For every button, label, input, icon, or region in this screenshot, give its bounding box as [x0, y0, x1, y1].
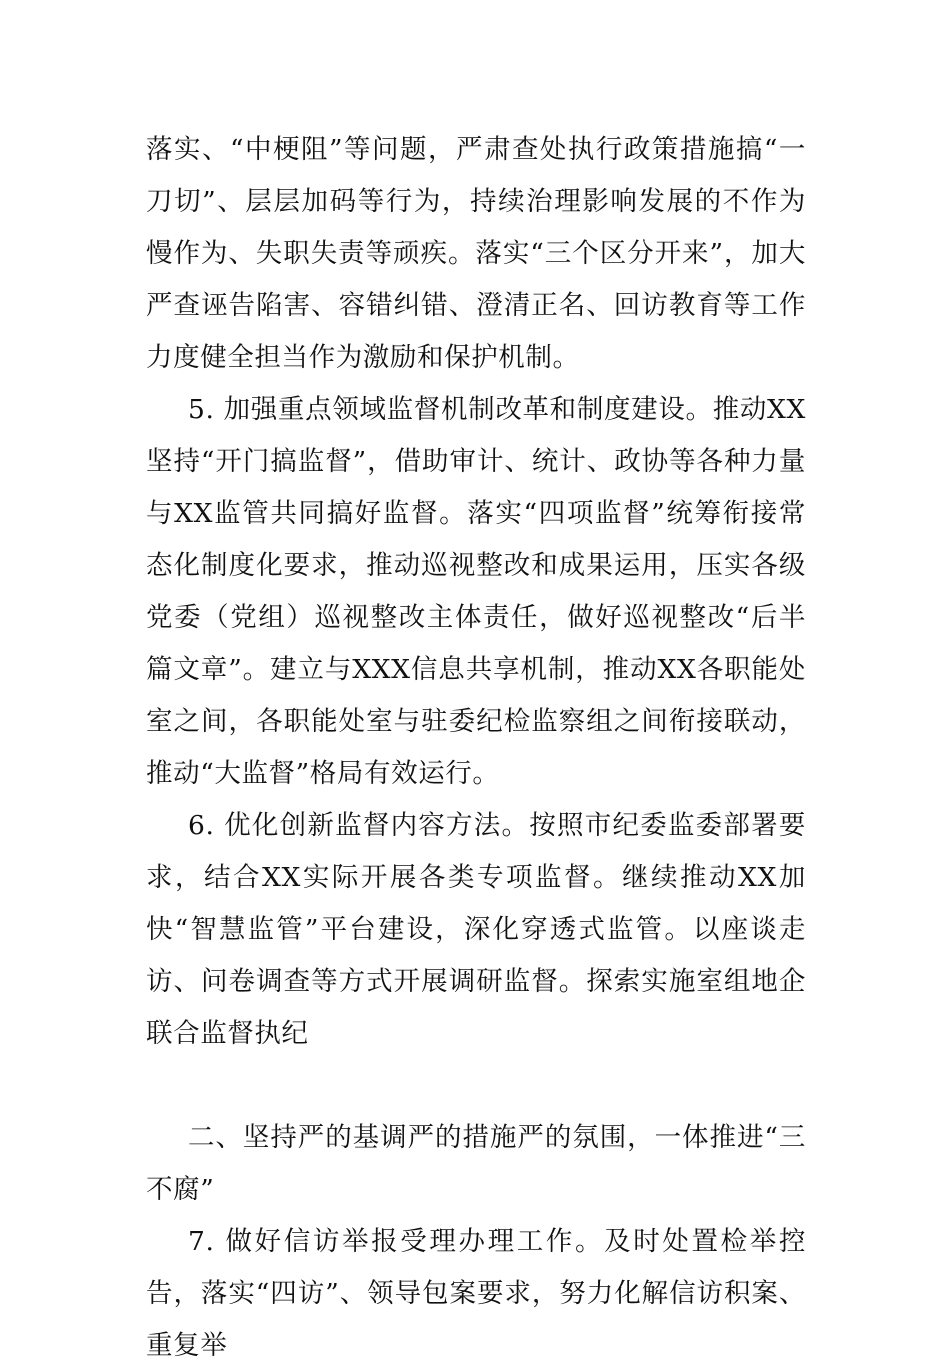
section-spacer: [146, 1060, 806, 1112]
paragraph-item-5: 5. 加强重点领域监督机制改革和制度建设。推动XX坚持“开门搞监督”，借助审计、统计、政协等各种力量与XX监管共同搞好监督。落实“四项监督”统筹衔接常态化制度化要求，推动巡视整改和成果运用，压实各级党委（党组）巡视整改主体责任，做好巡视整改“后半篇文章”。建立与XXX信息共享机制，推动XX各职能处室之间，各职能处室与驻委纪检监察组之间衔接联动，推动“大监督”格局有效运行。: [146, 394, 806, 789]
section-heading-2: 二、坚持严的基调严的措施严的氛围，一体推进“三不腐”: [146, 1122, 806, 1205]
paragraph-continuation: 落实、“中梗阻”等问题，严肃查处执行政策措施搞“一刀切”、层层加码等行为，持续治理影响发展的不作为慢作为、失职失责等顽疾。落实“三个区分开来”，加大严查诬告陷害、容错纠错、澄清正名、回访教育等工作力度健全担当作为激励和保护机制。: [146, 134, 806, 373]
paragraph-item-6: 6. 优化创新监督内容方法。按照市纪委监委部署要求，结合XX实际开展各类专项监督。继续推动XX加快“智慧监管”平台建设，深化穿透式监管。以座谈走访、问卷调查等方式开展调研监督。探索实施室组地企联合监督执纪: [146, 810, 806, 1049]
document-body: [146, 124, 806, 1372]
paragraph-item-7: 7. 做好信访举报受理办理工作。及时处置检举控告，落实“四访”、领导包案要求，努力化解信访积案、重复举: [146, 1226, 806, 1361]
